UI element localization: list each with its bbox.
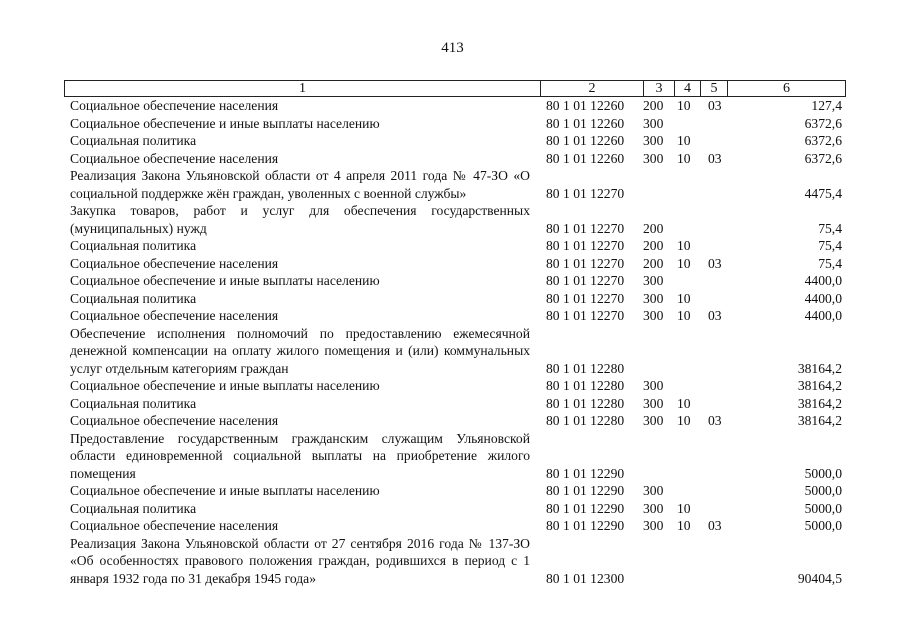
row-name: Социальное обеспечение и иные выплаты населению [70,273,380,288]
row-col-3: 300 [643,378,664,393]
row-sum: 4400,0 [804,290,842,306]
table-row [64,395,846,413]
row-sum: 4400,0 [804,308,842,323]
row-code: 80 1 01 12270 [546,238,625,253]
row-name: Социальное обеспечение населения [70,518,279,533]
row-code: 80 1 01 12290 [546,500,625,516]
row-name: Реализация Закона Ульяновской области от 4 апреля 2011 года № 47-ЗО «О социальной поддержке жён граждан, уволенных с военной службы» [70,168,530,201]
row-code: 80 1 01 12290 [546,483,625,498]
row-col-3: 300 [643,133,664,148]
table-row [64,500,846,518]
row-code: 80 1 01 12270 [546,290,625,306]
row-sum: 5000,0 [804,518,842,533]
row-sum: 5000,0 [804,465,842,481]
row-name: Социальная политика [70,133,197,148]
row-code: 80 1 01 12270 [546,255,625,271]
row-sum: 38164,2 [797,378,842,393]
row-sum: 4400,0 [804,273,842,288]
row-col-3: 200 [643,98,664,113]
row-col-4: 10 [677,290,691,306]
budget-table [64,97,846,587]
row-sum: 6372,6 [804,133,842,148]
page-number: 413 [441,40,464,56]
row-col-3: 300 [643,395,664,411]
row-code: 80 1 01 12290 [546,465,625,481]
row-code: 80 1 01 12280 [546,360,625,376]
row-name: Предоставление государственным гражданским служащим Ульяновской области единовременной социальной выплаты на приобретение жилого помещения [70,430,530,481]
table-row [64,412,846,430]
row-col-4: 10 [677,98,691,113]
row-col-4: 10 [677,413,691,428]
row-col-4: 10 [677,150,691,166]
row-code: 80 1 01 12270 [546,185,625,201]
row-sum: 6372,6 [804,150,842,166]
table-row [64,430,846,483]
row-col-4: 10 [677,238,691,253]
row-code: 80 1 01 12280 [546,378,625,393]
row-name: Социальная политика [70,500,197,516]
row-code: 80 1 01 12290 [546,518,625,533]
row-code: 80 1 01 12260 [546,115,625,131]
table-row [64,290,846,308]
row-name: Реализация Закона Ульяновской области от 27 сентября 2016 года № 137-ЗО «Об особенностях правового положения граждан, родившихся в период с 1 января 1932 года по 31 декабря 1945 года» [70,535,530,586]
row-name: Социальная политика [70,395,197,411]
row-col-3: 300 [643,500,664,516]
row-sum: 38164,2 [797,360,842,376]
row-col-5: 03 [708,308,722,323]
row-code: 80 1 01 12280 [546,413,625,428]
row-code: 80 1 01 12260 [546,133,625,148]
row-name: Социальное обеспечение и иные выплаты населению [70,378,380,393]
row-sum: 38164,2 [797,413,842,428]
header-col-3: 3 [644,81,675,96]
table-row [64,202,846,237]
table-row [64,237,846,255]
row-code: 80 1 01 12300 [546,570,625,586]
table-row [64,377,846,395]
row-name: Социальная политика [70,290,197,306]
header-col-2: 2 [541,81,644,96]
row-col-4: 10 [677,518,691,533]
row-sum: 127,4 [811,98,842,113]
row-sum: 75,4 [818,220,842,236]
table-row [64,150,846,168]
row-col-3: 200 [643,255,664,271]
row-name: Социальное обеспечение населения [70,255,279,271]
row-col-3: 300 [643,290,664,306]
row-name: Обеспечение исполнения полномочий по предоставлению ежемесячной денежной компенсации на оплату жилого помещения и (или) коммунальных услуг отдельным категориям граждан [70,325,530,376]
table-row [64,325,846,378]
row-col-3: 300 [643,115,664,131]
row-col-3: 300 [643,518,664,533]
table-row [64,535,846,588]
row-col-5: 03 [708,150,722,166]
table-row [64,307,846,325]
row-sum: 5000,0 [804,500,842,516]
table-row [64,97,846,115]
row-col-3: 300 [643,483,664,498]
row-code: 80 1 01 12260 [546,150,625,166]
row-col-3: 300 [643,150,664,166]
header-col-4: 4 [675,81,701,96]
row-name: Социальное обеспечение и иные выплаты населению [70,115,380,131]
header-col-5: 5 [701,81,728,96]
row-name: Социальное обеспечение населения [70,413,279,428]
row-col-4: 10 [677,255,691,271]
row-sum: 75,4 [818,238,842,253]
row-col-3: 300 [643,273,664,288]
table-row [64,255,846,273]
row-name: Социальная политика [70,238,197,253]
table-row [64,272,846,290]
row-name: Социальное обеспечение населения [70,98,279,113]
table-header [64,80,846,97]
table-row [64,517,846,535]
header-col-1: 1 [65,81,541,96]
row-col-5: 03 [708,518,722,533]
row-code: 80 1 01 12270 [546,273,625,288]
row-name: Социальное обеспечение и иные выплаты населению [70,483,380,498]
row-col-5: 03 [708,98,722,113]
row-sum: 38164,2 [797,395,842,411]
row-sum: 90404,5 [797,570,842,586]
row-sum: 5000,0 [804,483,842,498]
row-code: 80 1 01 12270 [546,308,625,323]
row-col-5: 03 [708,413,722,428]
header-col-6: 6 [783,81,790,96]
row-name: Закупка товаров, работ и услуг для обеспечения государственных (муниципальных) нужд [70,203,530,236]
row-sum: 4475,4 [804,185,842,201]
row-col-4: 10 [677,395,691,411]
row-col-3: 200 [643,220,664,236]
row-col-4: 10 [677,500,691,516]
row-sum: 6372,6 [804,115,842,131]
table-row [64,167,846,202]
row-col-5: 03 [708,255,722,271]
table-row [64,482,846,500]
table-row [64,115,846,133]
row-sum: 75,4 [818,255,842,271]
row-col-3: 300 [643,413,664,428]
row-name: Социальное обеспечение населения [70,150,279,166]
table-row [64,132,846,150]
row-code: 80 1 01 12280 [546,395,625,411]
row-code: 80 1 01 12270 [546,220,625,236]
row-col-4: 10 [677,308,691,323]
row-col-3: 200 [643,238,664,253]
row-name: Социальное обеспечение населения [70,308,279,323]
row-col-3: 300 [643,308,664,323]
row-col-4: 10 [677,133,691,148]
row-code: 80 1 01 12260 [546,98,625,113]
